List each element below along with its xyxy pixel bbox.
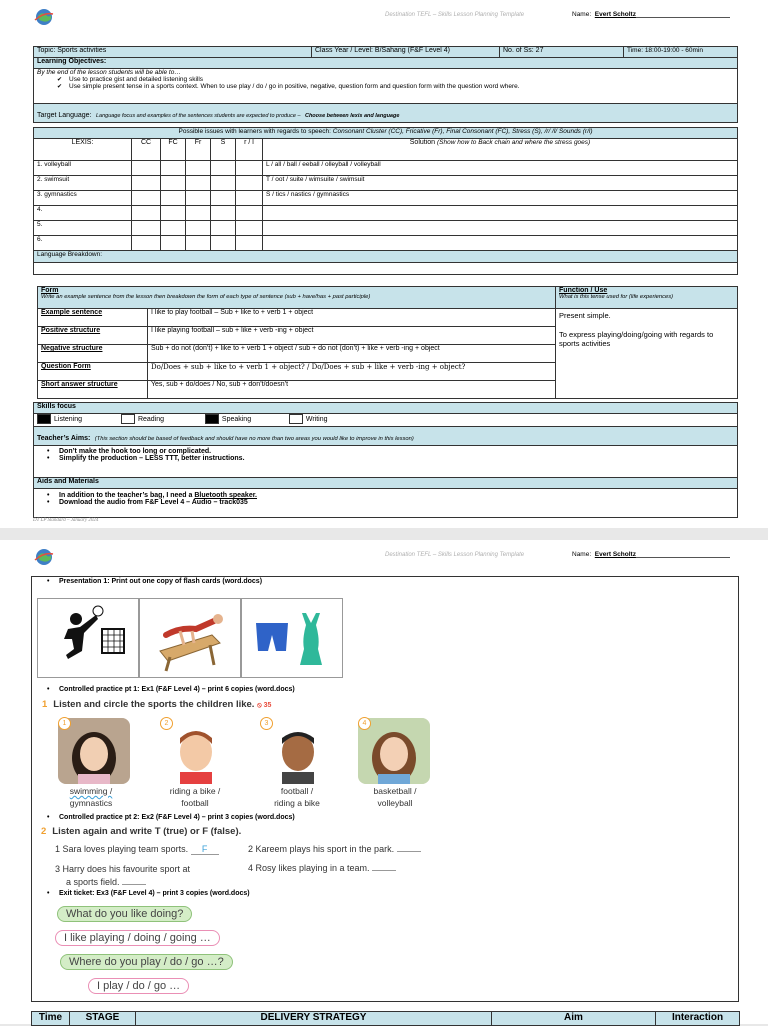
aids-heading: Aids and Materials <box>34 478 738 489</box>
negative-structure: Sub + do not (don’t) + like to + verb 1 + object / sub + do not (don’t) + like + verb -ing + object <box>148 345 556 363</box>
speech-bubble-1: What do you like doing? <box>57 906 192 922</box>
child-number-3: 3 <box>260 717 273 730</box>
skill-listening[interactable]: Listening <box>37 414 119 424</box>
child-number-2: 2 <box>160 717 173 730</box>
short-answer-label: Short answer structure <box>38 381 148 399</box>
example-sentence: I like to play football – Sub + like to + verb 1 + object <box>148 309 556 327</box>
page-header-2 <box>0 540 768 576</box>
ex2-answer-1[interactable]: F <box>191 844 219 855</box>
delivery-strategy-column-header: DELIVERY STRATEGY <box>136 1012 492 1026</box>
aims-heading: Teacher’s Aims: (This section should be based of feedback and should have no more than two areas you would like to improve in this lesson) <box>34 427 738 446</box>
short-answer: Yes, sub + do/does / No, sub + don’t/doesn’t <box>148 381 556 399</box>
child-caption-3: football / riding a bike <box>274 786 320 808</box>
flashcard-swimsuit <box>241 598 343 678</box>
skills-aims-table <box>33 402 738 518</box>
objectives-list: By the end of the lesson students will be able to… ✔ Use to practice gist and detailed listening skills ✔ Use simple present tense in a sports context. When to use play / do / go in positive, negative, question form and question form with the question word where. <box>34 69 738 104</box>
skill-reading[interactable]: Reading <box>121 414 203 424</box>
audio-track-icon: ⦸ 35 <box>257 702 272 709</box>
gymnastics-icon <box>140 599 240 677</box>
question-form-label: Question Form <box>38 363 148 381</box>
target-language: Target Language: Language focus and examples of the sentences students are expected to produce – Choose between lexis and language <box>34 104 738 123</box>
form-function-table <box>37 286 738 399</box>
speech-issues: Possible issues with learners with regards to speech: Consonant Cluster (CC), Fricative (Fr), Final Consonant (FC), Stress (S), /r/ /l/ Sounds (r/l) <box>34 128 738 139</box>
speaking-checkbox[interactable] <box>205 414 219 424</box>
flashcard-volleyball <box>37 598 139 678</box>
exercise-2-title: 2 Listen again and write T (true) or F (false). <box>41 826 242 837</box>
child-number-1: 1 <box>58 717 71 730</box>
function-heading: Function / Use What is this tense used for (life experiences) <box>556 287 738 309</box>
speech-bubble-4: I play / do / go … <box>88 978 189 994</box>
swimsuit-icon <box>242 599 342 677</box>
example-sentence-label: Example sentence <box>38 309 148 327</box>
topic: Topic: Sports activities <box>34 47 312 58</box>
lexis-row: 1. volleyball L / all / ball / eeball / olleyball / volleyball <box>34 161 738 176</box>
lexis-table <box>33 127 738 275</box>
bluetooth-speaker-link[interactable]: Bluetooth speaker. <box>194 492 258 499</box>
fc-header: FC <box>161 139 186 161</box>
speech-bubble-3: Where do you play / do / go …? <box>60 954 233 970</box>
name-field: Name: Evert Scholtz <box>572 551 730 558</box>
ex2-answer-2[interactable] <box>397 851 421 852</box>
ex2-answer-3[interactable] <box>122 884 146 885</box>
ex2-item-3: 3 Harry does his favourite sport at a sports field. <box>55 864 191 887</box>
reading-checkbox[interactable] <box>121 414 135 424</box>
aim-column-header: Aim <box>492 1012 656 1026</box>
child-number-4: 4 <box>358 717 371 730</box>
negative-structure-label: Negative structure <box>38 345 148 363</box>
function-text: Present simple. To express playing/doing/going with regards to sports activities <box>556 309 738 399</box>
template-title: Destination TEFL – Skills Lesson Planning Template <box>385 12 525 18</box>
child-photo-3 <box>262 718 334 784</box>
time-column-header: Time <box>32 1012 70 1026</box>
speech-bubble-2: I like playing / doing / going … <box>55 930 220 946</box>
lexis-row: 5. <box>34 221 738 236</box>
ex2-item-1: 1 Sara loves playing team sports. F <box>55 844 219 855</box>
class-level: Class Year / Level: B/Sahang (F&F Level 4) <box>312 47 500 58</box>
ex2-answer-4[interactable] <box>372 870 396 871</box>
child-caption-1: swimming / gymnastics <box>69 786 113 808</box>
lexis-row: 3. gymnastics S / tics / nastics / gymnastics <box>34 191 738 206</box>
aims-list: • Don’t make the hook too long or complicated. • Simplify the production – LESS TTT, better instructions. <box>34 446 738 478</box>
ex2-item-4: 4 Rosy likes playing in a team. <box>248 863 396 873</box>
fr-header: Fr <box>186 139 211 161</box>
exercise-1-title: 1 Listen and circle the sports the children like. ⦸ 35 <box>42 699 272 710</box>
stage-column-header: STAGE <box>70 1012 136 1026</box>
child-caption-2: riding a bike / football <box>169 786 221 808</box>
volleyball-player-icon <box>38 599 138 677</box>
logo-globe-icon <box>33 547 55 567</box>
exit-ticket: • Exit ticket: Ex3 (F&F Level 4) – print 3 copies (word.docs) <box>37 890 250 897</box>
solution-header: Solution (Show how to Back chain and where the stress goes) <box>263 139 738 161</box>
positive-structure: I like playing football – sub + like + verb -ing + object <box>148 327 556 345</box>
positive-structure-label: Positive structure <box>38 327 148 345</box>
template-title: Destination TEFL – Skills Lesson Planning Template <box>385 552 525 558</box>
aids-list: • In addition to the teacher’s bag, I need a Bluetooth speaker. • Download the audio from F&F Level 4 – Audio – track035 <box>34 489 738 518</box>
s-header: S <box>211 139 236 161</box>
writing-checkbox[interactable] <box>289 414 303 424</box>
page-2 <box>0 540 768 1024</box>
lexis-row: 2. swimsuit T / oot / suite / wimsuite / swimsuit <box>34 176 738 191</box>
skills-focus <box>34 414 738 427</box>
name-field: Name: Evert Scholtz <box>572 11 730 18</box>
cc-header: CC <box>132 139 161 161</box>
controlled-practice-1: • Controlled practice pt 1: Ex1 (F&F Level 4) – print 6 copies (word.docs) <box>37 686 295 693</box>
form-heading: Form Write an example sentence from the lesson then breakdown the form of each type of sentence (sub + have/has + past participle) <box>38 287 556 309</box>
skill-writing[interactable]: Writing <box>289 414 371 424</box>
controlled-practice-2: • Controlled practice pt 2: Ex2 (F&F Level 4) – print 3 copies (word.docs) <box>37 814 295 821</box>
skill-speaking[interactable]: Speaking <box>205 414 287 424</box>
ex2-item-2: 2 Kareem plays his sport in the park. <box>248 844 421 854</box>
flashcard-gymnastics <box>139 598 241 678</box>
lesson-time: Time: 18:00-19:00 - 60min <box>624 47 738 58</box>
lexis-row: 4. <box>34 206 738 221</box>
presentation-note: • Presentation 1: Print out one copy of flash cards (word.docs) <box>37 578 262 585</box>
child-caption-4: basketball / volleyball <box>373 786 417 808</box>
question-form: Do/Does + sub + like to + verb 1 + object? / Do/Does + sub + like + verb -ing + object? <box>148 363 556 381</box>
listening-checkbox[interactable] <box>37 414 51 424</box>
interaction-column-header: Interaction <box>656 1012 740 1026</box>
skills-heading: Skills focus <box>34 403 738 414</box>
page-header <box>0 0 768 36</box>
student-count: No. of Ss: 27 <box>500 47 624 58</box>
lexis-header: LEXIS: <box>34 139 132 161</box>
lesson-info-table <box>33 46 738 123</box>
logo-globe-icon <box>33 7 55 27</box>
lexis-row: 6. <box>34 236 738 251</box>
objectives-heading: Learning Objectives: <box>34 58 738 69</box>
language-breakdown-label: Language Breakdown: <box>34 251 738 263</box>
footer: DT LP Standard – January 2024 <box>33 518 99 523</box>
rl-header: r / l <box>236 139 263 161</box>
